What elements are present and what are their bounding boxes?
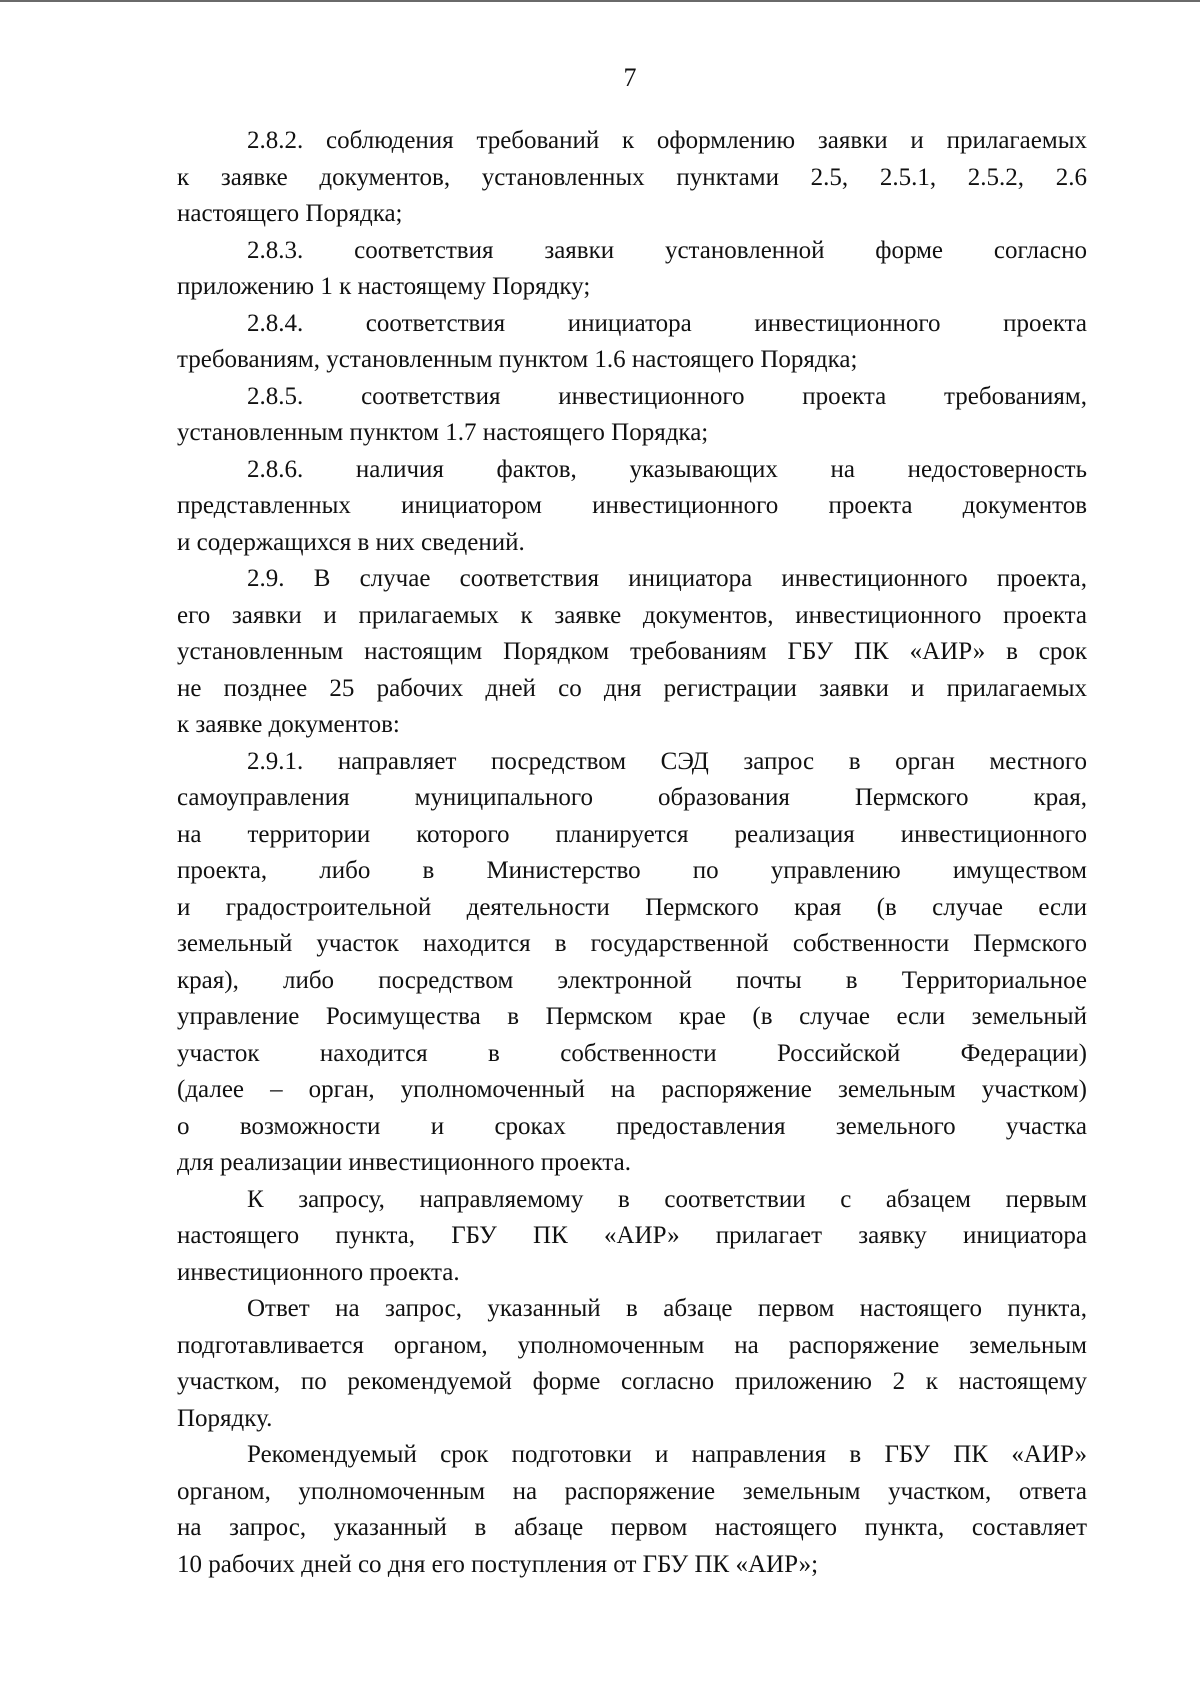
text-line: к заявке документов: [177,711,400,738]
text-line: его заявки и прилагаемых к заявке документов, инвестиционного проекта [177,601,1087,629]
paragraph [177,1437,1087,1583]
text-line: Ответ на запрос, указанный в абзаце первом настоящего пункта, [247,1295,1087,1322]
text-line: и содержащихся в них сведений. [177,528,525,556]
text-line: управление Росимущества в Пермском крае (в случае если земельный [177,1003,1087,1030]
text-line: и градостроительной деятельности Пермского края (в случае если [177,893,1087,921]
text-line: инвестиционного проекта. [177,1258,460,1286]
text-line: проекта, либо в Министерство по управлению имуществом [177,857,1087,884]
paragraph [177,306,1087,379]
text-line: на запрос, указанный в абзаце первом настоящего пункта, составляет [177,1514,1087,1541]
text-line: требованиям, установленным пунктом 1.6 настоящего Порядка; [177,346,858,373]
text-line: 2.8.2. соблюдения требований к оформлению заявки и прилагаемых [247,127,1087,154]
paragraph [177,1182,1087,1292]
text-line: установленным настоящим Порядком требованиям ГБУ ПК «АИР» в срок [177,638,1087,665]
text-line: к заявке документов, установленных пунктами 2.5, 2.5.1, 2.5.2, 2.6 [177,163,1087,191]
text-line: подготавливается органом, уполномоченным на распоряжение земельным [177,1331,1087,1359]
paragraph [177,1291,1087,1437]
text-line: представленных инициатором инвестиционного проекта документов [177,492,1087,519]
text-line: приложению 1 к настоящему Порядку; [177,273,591,300]
text-line: установленным пунктом 1.7 настоящего Порядка; [177,419,709,446]
text-line: на территории которого планируется реализация инвестиционного [177,820,1087,848]
text-line: 2.9.1. направляет посредством СЭД запрос в орган местного [247,747,1087,775]
paragraph [177,561,1087,744]
text-line: настоящего Порядка; [177,200,403,227]
text-line: участок находится в собственности Российской Федерации) [177,1039,1087,1067]
text-line: участком, по рекомендуемой форме согласно приложению 2 к настоящему [177,1368,1087,1395]
text-line: 10 рабочих дней со дня его поступления от ГБУ ПК «АИР»; [177,1550,819,1578]
text-line: 2.8.3. соответствия заявки установленной форме согласно [247,236,1087,264]
text-line: К запросу, направляемому в соответствии с абзацем первым [247,1185,1087,1213]
document-body [177,123,1087,1583]
text-line: 2.8.4. соответствия инициатора инвестиционного проекта [247,309,1087,337]
text-line: 2.8.6. наличия фактов, указывающих на недостоверность [247,455,1087,483]
text-line: края), либо посредством электронной почты в Территориальное [177,966,1087,994]
paragraph [177,123,1087,233]
paragraph [177,233,1087,306]
page-top-border [0,0,1200,2]
text-line: настоящего пункта, ГБУ ПК «АИР» прилагает заявку инициатора [177,1222,1087,1249]
text-line: не позднее 25 рабочих дней со дня регистрации заявки и прилагаемых [177,674,1087,702]
text-line: 2.8.5. соответствия инвестиционного проекта требованиям, [247,382,1087,410]
paragraph [177,744,1087,1182]
text-line: Порядку. [177,1404,273,1432]
text-line: земельный участок находится в государственной собственности Пермского [177,930,1087,957]
text-line: о возможности и сроках предоставления земельного участка [177,1112,1087,1140]
text-line: самоуправления муниципального образования Пермского края, [177,784,1087,811]
text-line: (далее – орган, уполномоченный на распоряжение земельным участком) [177,1076,1087,1103]
text-line: для реализации инвестиционного проекта. [177,1149,631,1176]
page-number: 7 [623,63,637,92]
text-line: органом, уполномоченным на распоряжение земельным участком, ответа [177,1477,1087,1505]
paragraph [177,379,1087,452]
text-line: 2.9. В случае соответствия инициатора инвестиционного проекта, [247,565,1087,592]
paragraph [177,452,1087,562]
text-line: Рекомендуемый срок подготовки и направления в ГБУ ПК «АИР» [247,1441,1087,1468]
